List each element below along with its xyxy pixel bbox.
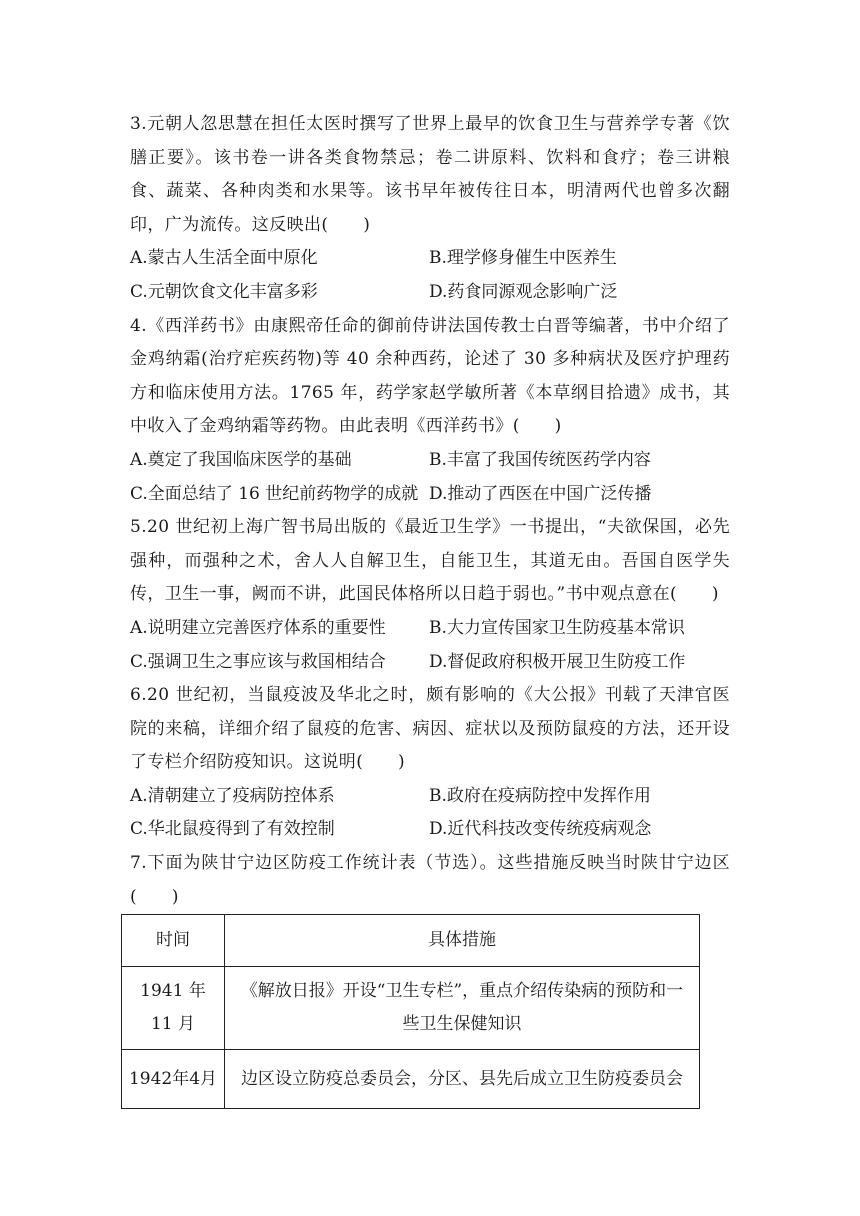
question-stem: 6.20 世纪初，当鼠疫波及华北之时，颇有影响的《大公报》刊载了天津官医院的来稿，详细介绍了鼠疫的危害、病因、症状以及预防鼠疫的方法，还开设了专栏介绍防疫知识。这说明( ) xyxy=(130,685,730,773)
option-b: B.丰富了我国传统医药学内容 xyxy=(429,449,651,470)
option-b: B.理学修身催生中医养生 xyxy=(429,248,617,269)
option-a: A.奠定了我国临床医学的基础 xyxy=(130,449,352,470)
table-cell: 边区设立防疫总委员会，分区、县先后成立卫生防疫委员会 xyxy=(225,1050,700,1109)
option-c: C.元朝饮食文化丰富多彩 xyxy=(130,281,318,302)
table-cell: 1942年4月 xyxy=(122,1050,225,1109)
question-list xyxy=(130,108,730,914)
table-cell: 1941 年 11 月 xyxy=(122,967,225,1050)
option-c: C.强调卫生之事应该与救国相结合 xyxy=(130,651,386,672)
option-c: C.华北鼠疫得到了有效控制 xyxy=(130,819,335,840)
option-b: B.大力宣传国家卫生防疫基本常识 xyxy=(429,617,685,638)
question-7 xyxy=(130,847,730,914)
question-3 xyxy=(130,108,730,310)
option-d: D.药食同源观念影响广泛 xyxy=(429,281,618,302)
table-header-cell: 具体措施 xyxy=(225,915,700,967)
option-d: D.督促政府积极开展卫生防疫工作 xyxy=(429,651,686,672)
question-stem: 7.下面为陕甘宁边区防疫工作统计表（节选）。这些措施反映当时陕甘宁边区( ) xyxy=(130,853,730,907)
question-stem: 3.元朝人忽思慧在担任太医时撰写了世界上最早的饮食卫生与营养学专著《饮膳正要》。该书卷一讲各类食物禁忌；卷二讲原料、饮料和食疗；卷三讲粮食、蔬菜、各种肉类和水果等。该书早年被传往日本，明清两代也曾多次翻印，广为流传。这反映出( ) xyxy=(130,114,730,235)
option-a: A.蒙古人生活全面中原化 xyxy=(130,248,318,269)
option-d: D.近代科技改变传统疫病观念 xyxy=(429,819,652,840)
table-header-cell: 时间 xyxy=(122,915,225,967)
option-row xyxy=(130,646,730,680)
option-a: A.清朝建立了疫病防控体系 xyxy=(130,785,335,806)
question-stem: 4.《西洋药书》由康熙帝任命的御前侍讲法国传教士白晋等编著，书中介绍了金鸡纳霜(治疗疟疾药物)等 40 余种西药，论述了 30 多种病状及医疗护理药方和临床使用方法。1765 年，药学家赵学敏所著《本草纲目拾遗》成书，其中收入了金鸡纳霜等药物。由此表明《西洋药书》( ) xyxy=(130,315,730,437)
option-row xyxy=(130,813,730,847)
table-cell: 《解放日报》开设“卫生专栏”，重点介绍传染病的预防和一些卫生保健知识 xyxy=(225,967,700,1050)
question-stem: 5.20 世纪初上海广智书局出版的《最近卫生学》一书提出，“夫欲保国，必先强种，而强种之术，舍人人自解卫生，自能卫生，其道无由。吾国自医学失传，卫生一事，阙而不讲，此国民体格所以日趋于弱也。”书中观点意在( ) xyxy=(130,517,730,605)
option-a: A.说明建立完善医疗体系的重要性 xyxy=(130,617,386,638)
option-row xyxy=(130,276,730,310)
question-6 xyxy=(130,679,730,847)
option-row xyxy=(130,780,730,814)
epidemic-prevention-table xyxy=(121,914,700,1109)
option-c: C.全面总结了 16 世纪前药物学的成就 xyxy=(130,483,419,504)
table-header-row xyxy=(122,915,700,967)
table-row xyxy=(122,1050,700,1109)
option-row xyxy=(130,478,730,512)
question-5 xyxy=(130,511,730,679)
question-4 xyxy=(130,310,730,512)
option-b: B.政府在疫病防控中发挥作用 xyxy=(429,785,651,806)
option-d: D.推动了西医在中国广泛传播 xyxy=(429,483,652,504)
option-row xyxy=(130,444,730,478)
option-row xyxy=(130,612,730,646)
option-row xyxy=(130,242,730,276)
table-row xyxy=(122,967,700,1050)
